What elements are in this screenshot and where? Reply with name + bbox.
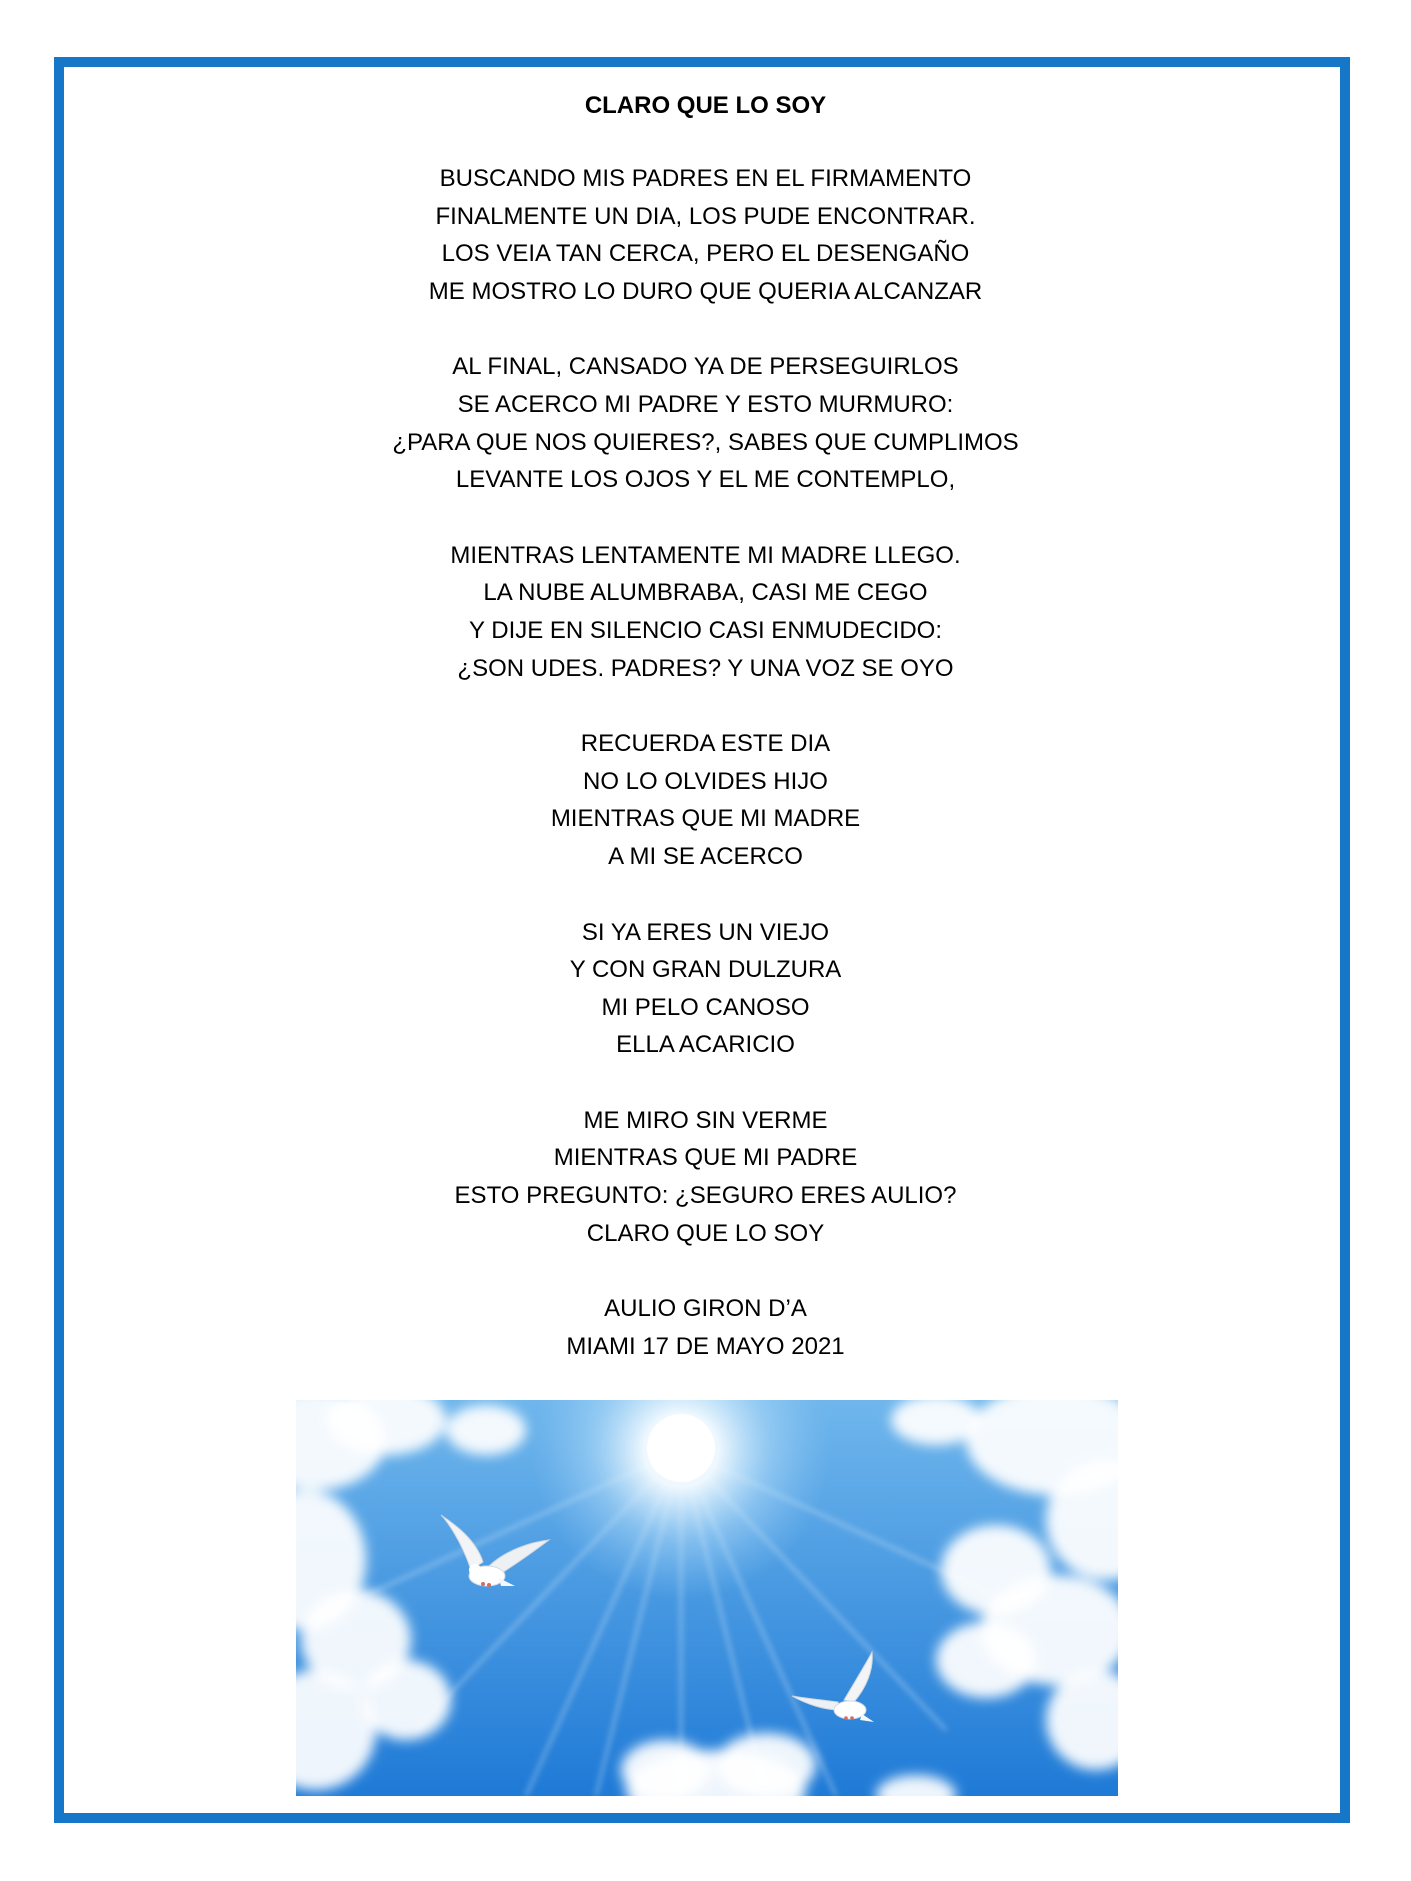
- poem-line: ELLA ACARICIO: [616, 1031, 795, 1059]
- stanza-6: [0, 1102, 1411, 1252]
- signature-block: [0, 1290, 1411, 1365]
- poem-line: Y DIJE EN SILENCIO CASI ENMUDECIDO:: [469, 616, 942, 644]
- poem-line: CLARO QUE LO SOY: [586, 1219, 825, 1247]
- poem-line: MIENTRAS QUE MI MADRE: [550, 805, 861, 833]
- poem-line: A MI SE ACERCO: [608, 842, 803, 870]
- poem-line: FINALMENTE UN DIA, LOS PUDE ENCONTRAR.: [435, 202, 976, 230]
- poem-line: MIENTRAS LENTAMENTE MI MADRE LLEGO.: [450, 541, 961, 569]
- poem-line: MIENTRAS QUE MI PADRE: [553, 1144, 858, 1172]
- poem-body: [0, 160, 1411, 1290]
- poem-line: ME MOSTRO LO DURO QUE QUERIA ALCANZAR: [428, 277, 983, 305]
- stanza-2: [0, 348, 1411, 498]
- stanza-1: [0, 160, 1411, 310]
- place-date: MIAMI 17 DE MAYO 2021: [566, 1332, 845, 1360]
- stanza-5: [0, 914, 1411, 1064]
- poem-line: ESTO PREGUNTO: ¿SEGURO ERES AULIO?: [454, 1182, 957, 1210]
- poem-line: Y CON GRAN DULZURA: [569, 956, 842, 984]
- stanza-3: [0, 537, 1411, 687]
- poem-line: NO LO OLVIDES HIJO: [583, 767, 828, 795]
- poem-line: BUSCANDO MIS PADRES EN EL FIRMAMENTO: [439, 165, 972, 192]
- poem-line: MI PELO CANOSO: [601, 993, 810, 1021]
- sky-with-sun-and-doves-icon: [296, 1400, 1118, 1796]
- poem-title: CLARO QUE LO SOY: [584, 92, 827, 119]
- poem-line: ME MIRO SIN VERME: [583, 1106, 828, 1134]
- poem-line: SI YA ERES UN VIEJO: [581, 918, 830, 946]
- poem-line: AL FINAL, CANSADO YA DE PERSEGUIRLOS: [452, 353, 959, 381]
- author-name: AULIO GIRON D’A: [604, 1295, 807, 1322]
- poem-line: LEVANTE LOS OJOS Y EL ME CONTEMPLO,: [455, 466, 956, 494]
- poem-line: LA NUBE ALUMBRABA, CASI ME CEGO: [483, 579, 928, 607]
- poem-line: RECUERDA ESTE DIA: [580, 730, 831, 758]
- poem-line: SE ACERCO MI PADRE Y ESTO MURMURO:: [457, 390, 954, 418]
- stanza-4: [0, 725, 1411, 875]
- poem-line: ¿SON UDES. PADRES? Y UNA VOZ SE OYO: [457, 654, 954, 682]
- poem-line: LOS VEIA TAN CERCA, PERO EL DESENGAÑO: [441, 240, 970, 268]
- poem-line: ¿PARA QUE NOS QUIERES?, SABES QUE CUMPLIMOS: [392, 428, 1019, 456]
